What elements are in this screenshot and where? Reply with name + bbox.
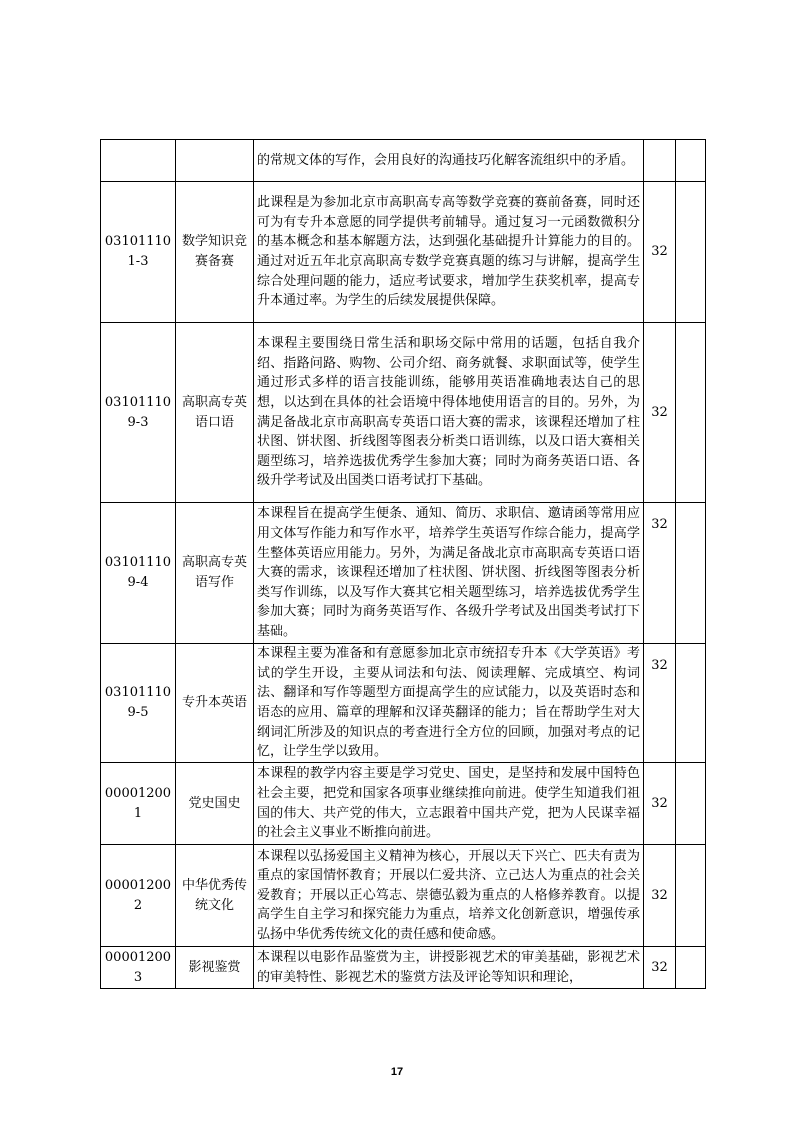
table-row — [101, 182, 706, 323]
course-code-cell: 000012001 — [101, 763, 176, 845]
course-hours-cell: 32 — [644, 845, 676, 947]
course-hours-cell: 32 — [644, 323, 676, 503]
course-description-cell: 此课程是为参加北京市高职高专高等数学竞赛的赛前备赛，同时还可为有专升本意愿的同学提供考前辅导。通过复习一元函数微积分的基本概念和基本解题方法，达到强化基础提升计算能力的目的。通过对近五年北京高职高专数学竞赛真题的练习与讲解，提高学生综合处理问题的能力，适应考试要求，增加学生获奖机率，提高专升本通过率。为学生的后续发展提供保障。 — [254, 182, 644, 323]
course-name-cell — [176, 140, 254, 182]
course-description-cell: 本课程主要围绕日常生活和职场交际中常用的话题，包括自我介绍、指路问路、购物、公司介绍、商务就餐、求职面试等，使学生通过形式多样的语言技能训练，能够用英语准确地表达自己的思想，以达到在具体的社会语境中得体地使用语言的目的。另外，为满足备战北京市高职高专英语口语大赛的需求，该课程还增加了柱状图、饼状图、折线图等图表分析类口语训练，以及口语大赛相关题型练习，培养选拔优秀学生参加大赛；同时为商务英语口语、各级升学考试及出国类口语考试打下基础。 — [254, 323, 644, 503]
extra-cell — [676, 644, 706, 763]
table-row — [101, 503, 706, 644]
course-name-cell: 中华优秀传统文化 — [176, 845, 254, 947]
extra-cell — [676, 182, 706, 323]
extra-cell — [676, 140, 706, 182]
course-name-cell: 数学知识竞赛备赛 — [176, 182, 254, 323]
course-table — [100, 139, 706, 989]
course-description-cell: 本课程以弘扬爱国主义精神为核心，开展以天下兴亡、匹夫有责为重点的家国情怀教育；开展以仁爱共济、立己达人为重点的社会关爱教育；开展以正心笃志、崇德弘毅为重点的人格修养教育。以提高学生自主学习和探究能力为重点，培养文化创新意识，增强传承弘扬中华优秀传统文化的责任感和使命感。 — [254, 845, 644, 947]
extra-cell — [676, 947, 706, 989]
course-code-cell: 031011109-5 — [101, 644, 176, 763]
course-hours-cell: 32 — [644, 947, 676, 989]
course-name-cell: 高职高专英语口语 — [176, 323, 254, 503]
course-name-cell: 党史国史 — [176, 763, 254, 845]
course-name-cell: 高职高专英语写作 — [176, 503, 254, 644]
course-hours-cell — [644, 140, 676, 182]
course-code-cell: 000012003 — [101, 947, 176, 989]
page-number: 17 — [390, 1066, 404, 1078]
course-description-cell: 本课程的教学内容主要是学习党史、国史，是坚持和发展中国特色社会主要，把党和国家各项事业继续推向前进。使学生知道我们祖国的伟大、共产党的伟大，立志跟着中国共产党，把为人民谋幸福的社会主义事业不断推向前进。 — [254, 763, 644, 845]
extra-cell — [676, 503, 706, 644]
table-row — [101, 845, 706, 947]
table-row — [101, 644, 706, 763]
course-code-cell: 031011109-3 — [101, 323, 176, 503]
extra-cell — [676, 845, 706, 947]
course-name-cell: 影视鉴赏 — [176, 947, 254, 989]
course-hours-cell: 32 — [644, 763, 676, 845]
course-hours-cell: 32 — [644, 644, 676, 763]
course-code-cell: 031011101-3 — [101, 182, 176, 323]
course-code-cell: 031011109-4 — [101, 503, 176, 644]
course-code-cell — [101, 140, 176, 182]
course-code-cell: 000012002 — [101, 845, 176, 947]
course-description-cell: 本课程旨在提高学生便条、通知、简历、求职信、邀请函等常用应用文体写作能力和写作水平，培养学生英语写作综合能力，提高学生整体英语应用能力。另外，为满足备战北京市高职高专英语口语大赛的需求，该课程还增加了柱状图、饼状图、折线图等图表分析类写作训练，以及写作大赛其它相关题型练习，培养选拔优秀学生参加大赛；同时为商务英语写作、各级升学考试及出国类考试打下基础。 — [254, 503, 644, 644]
course-name-cell: 专升本英语 — [176, 644, 254, 763]
course-description-cell: 本课程主要为准备和有意愿参加北京市统招专升本《大学英语》考试的学生开设，主要从词法和句法、阅读理解、完成填空、构词法、翻译和写作等题型方面提高学生的应试能力，以及英语时态和语态的应用、篇章的理解和汉译英翻译的能力；旨在帮助学生对大纲词汇所涉及的知识点的考查进行全方位的回顾，加强对考点的记忆，让学生学以致用。 — [254, 644, 644, 763]
table-row — [101, 323, 706, 503]
table-row — [101, 947, 706, 989]
course-description-cell: 的常规文体的写作，会用良好的沟通技巧化解客流组织中的矛盾。 — [254, 140, 644, 182]
table-row — [101, 140, 706, 182]
extra-cell — [676, 763, 706, 845]
course-hours-cell: 32 — [644, 182, 676, 323]
course-hours-cell: 32 — [644, 503, 676, 644]
extra-cell — [676, 323, 706, 503]
table-row — [101, 763, 706, 845]
course-description-cell: 本课程以电影作品鉴赏为主，讲授影视艺术的审美基础，影视艺术的审美特性、影视艺术的鉴赏方法及评论等知识和理论， — [254, 947, 644, 989]
